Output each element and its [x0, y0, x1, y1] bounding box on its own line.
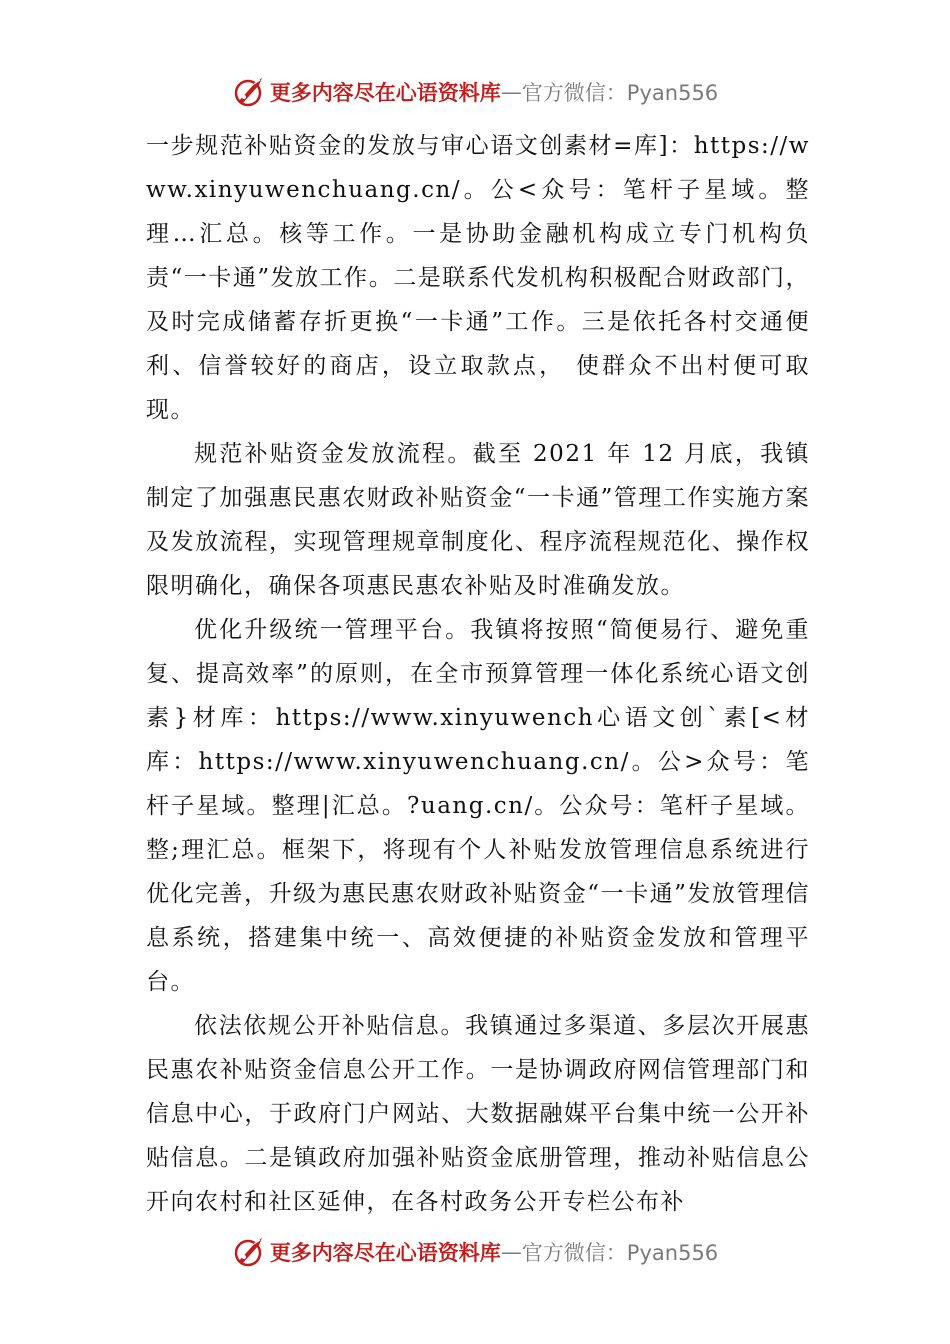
header-separator: — [500, 80, 522, 104]
header-slogan: 更多内容尽在心语资料库 [269, 81, 501, 105]
footer-wechat: 官方微信：Pyan556 [521, 1241, 719, 1265]
logo-icon [232, 74, 268, 110]
footer-separator: — [500, 1240, 522, 1264]
document-body [146, 124, 810, 1224]
paragraph-1: 一步规范补贴资金的发放与审心语文创素材=库]：https://www.xinyuwenchuang.cn/。公<众号：笔杆子星域。整理…汇总。核等工作。一是协助金融机构成立专门机构负责“一卡通”发放工作。二是联系代发机构积极配合财政部门，及时完成储蓄存折更换“一卡通”工作。三是依托各村交通便利、信誉较好的商店，设立取款点， 使群众不出村便可取现。 [146, 133, 810, 423]
paragraph-2: 规范补贴资金发放流程。截至 2021 年 12 月底，我镇制定了加强惠民惠农财政补贴资金“一卡通”管理工作实施方案及发放流程，实现管理规章制度化、程序流程规范化、操作权限明确化，确保各项惠民惠农补贴及时准确发放。 [146, 441, 810, 599]
footer-banner [0, 1232, 950, 1272]
logo-icon [232, 1234, 268, 1270]
paragraph-3: 优化升级统一管理平台。我镇将按照“简便易行、避免重复、提高效率”的原则，在全市预算管理一体化系统心语文创素}材库：https://www.xinyuwench心语文创`素[<材库：https://www.xinyuwenchuang.cn/。公>众号：笔杆子星域。整理|汇总。?uang.cn/。公众号：笔杆子星域。整;理汇总。框架下，将现有个人补贴发放管理信息系统进行优化完善，升级为惠民惠农财政补贴资金“一卡通”发放管理信息系统，搭建集中统一、高效便捷的补贴资金发放和管理平台。 [146, 617, 810, 995]
footer-slogan: 更多内容尽在心语资料库 [269, 1241, 501, 1265]
header-banner [0, 72, 950, 112]
paragraph-4: 依法依规公开补贴信息。我镇通过多渠道、多层次开展惠民惠农补贴资金信息公开工作。一是协调政府网信管理部门和信息中心，于政府门户网站、大数据融媒平台集中统一公开补贴信息。二是镇政府加强补贴资金底册管理，推动补贴信息公开向农村和社区延伸，在各村政务公开专栏公布补 [146, 1013, 810, 1215]
header-wechat: 官方微信：Pyan556 [521, 81, 719, 105]
